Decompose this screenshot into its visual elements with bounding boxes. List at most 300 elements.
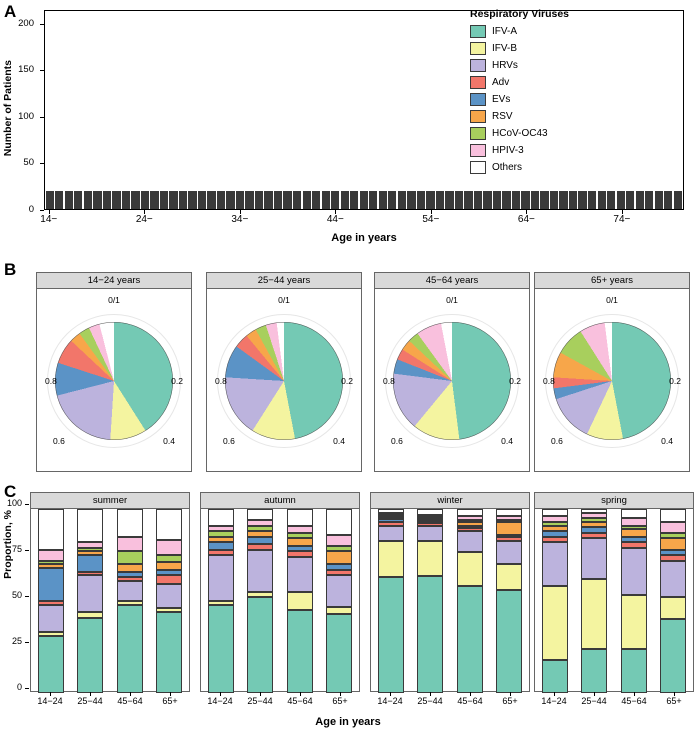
panel-a-bar (245, 191, 253, 209)
panel-a-bar-segment (655, 207, 663, 209)
legend-swatch-icon (470, 110, 486, 123)
panel-c-facet (534, 492, 694, 692)
panel-a-y-tick (40, 210, 44, 211)
panel-c-facet (30, 492, 190, 692)
panel-c-plot-area (31, 509, 189, 693)
panel-a-bar-segment (598, 207, 606, 209)
panel-a-bar-segment (360, 207, 368, 209)
panel-a-bar-segment (312, 207, 320, 209)
panel-a-bar-segment (512, 207, 520, 209)
panel-c-bar (287, 509, 313, 693)
legend-swatch-icon (470, 93, 486, 106)
panel-c-y-tick (25, 596, 29, 597)
panel-c-x-tick (510, 692, 511, 696)
panel-a-bar-segment (636, 207, 644, 209)
panel-a-bar-segment (379, 207, 387, 209)
panel-a-bar-segment (179, 207, 187, 209)
panel-b-letter: B (4, 260, 17, 279)
panel-a-bar-segment (388, 207, 396, 209)
panel-c-bar-segment (208, 605, 234, 693)
legend-swatch-icon (470, 76, 486, 89)
panel-a-bar-segment (226, 207, 234, 209)
pie-axis-label: 0.2 (509, 375, 521, 386)
legend-label: Adv (492, 77, 510, 88)
panel-c-bar-segment (496, 509, 522, 516)
panel-a-bar-segment (55, 207, 63, 209)
panel-c-facet-title: autumn (201, 493, 359, 509)
panel-c-bar-segment (247, 537, 273, 544)
panel-c-bar-segment (457, 509, 483, 516)
panel-a-bar (540, 191, 548, 209)
panel-c-bar-segment (326, 509, 352, 535)
legend-label: HPIV-3 (492, 145, 524, 156)
panel-a-bar-segment (578, 207, 586, 209)
panel-c-bar-segment (117, 551, 143, 564)
panel-a-bar-segment (188, 207, 196, 209)
panel-a-bar (65, 191, 73, 209)
panel-a-x-tick-label: 74− (613, 214, 631, 225)
panel-a-bar (521, 191, 529, 209)
panel-c-bar-segment (77, 555, 103, 572)
panel-b-facet-title: 65+ years (535, 273, 689, 289)
panel-a-bar-segment (93, 207, 101, 209)
panel-a-bar-segment (207, 207, 215, 209)
panel-c-x-tick (220, 692, 221, 696)
panel-c-bar-segment (208, 542, 234, 549)
panel-c-x-tick (554, 692, 555, 696)
panel-c-bar-segment (117, 564, 143, 571)
panel-a-bar-segment (607, 207, 615, 209)
panel-c-bar (621, 509, 647, 693)
panel-a-letter: A (4, 2, 17, 21)
legend-item (470, 40, 685, 57)
panel-c-bar (542, 509, 568, 693)
panel-c-y-tick-label: 75 (11, 544, 22, 554)
legend-item (470, 74, 685, 91)
panel-c-bar-segment (660, 561, 686, 598)
panel-a-bar-segment (502, 207, 510, 209)
panel-b-facet-title: 25−44 years (207, 273, 361, 289)
panel-c-bar-segment (621, 548, 647, 596)
panel-a-bar-segment (264, 207, 272, 209)
panel-c-bar-segment (457, 531, 483, 551)
panel-a-bar-segment (436, 207, 444, 209)
panel-a-bar (512, 191, 520, 209)
panel-a-bar (264, 191, 272, 209)
panel-b-facet (206, 272, 362, 472)
panel-c-x-tick (340, 692, 341, 696)
panel-c-bar-segment (417, 541, 443, 576)
panel-a-bar (283, 191, 291, 209)
panel-c-bar-segment (287, 526, 313, 533)
panel-c-bar-segment (660, 619, 686, 693)
panel-c-x-tick-label: 45−64 (457, 696, 483, 706)
panel-a-y-tick-label: 200 (18, 17, 34, 29)
panel-a-bar-segment (46, 207, 54, 209)
legend-label: RSV (492, 111, 513, 122)
panel-a-bar (122, 191, 130, 209)
legend-label: IFV-A (492, 26, 518, 37)
pie-axis-label: 0.2 (171, 375, 183, 386)
pie-axis-label: 0/1 (446, 295, 458, 305)
panel-c-bar (326, 509, 352, 693)
panel-a (0, 0, 696, 258)
panel-c-bar-segment (581, 579, 607, 649)
panel-a-bar (407, 191, 415, 209)
panel-c-bar (156, 509, 182, 693)
panel-a-bar (455, 191, 463, 209)
panel-a-x-tick-label: 14− (40, 214, 58, 225)
panel-c-bar (77, 509, 103, 693)
panel-a-x-tick-label: 44− (326, 214, 344, 225)
panel-b-pie (553, 322, 671, 440)
panel-c-bar-segment (496, 541, 522, 565)
panel-a-bar (645, 191, 653, 209)
panel-a-bar (141, 191, 149, 209)
panel-a-bar-segment (198, 207, 206, 209)
panel-c-bar-segment (156, 555, 182, 562)
panel-c-bar-segment (621, 649, 647, 693)
panel-c-bar-segment (156, 612, 182, 693)
panel-a-bar (388, 191, 396, 209)
panel-c-bar-segment (156, 575, 182, 584)
panel-c-x-tick-label: 65+ (666, 696, 682, 706)
panel-c-bar-segment (417, 576, 443, 693)
panel-a-bar (188, 191, 196, 209)
panel-c-bar (581, 509, 607, 693)
panel-a-bar (293, 191, 301, 209)
panel-a-bar (531, 191, 539, 209)
panel-a-bar-segment (540, 207, 548, 209)
legend-item (470, 159, 685, 176)
panel-c-bars (371, 509, 529, 693)
panel-a-bar (664, 191, 672, 209)
panel-b-pie (225, 322, 343, 440)
pie-axis-label: 0.6 (223, 436, 235, 446)
panel-c-bars (201, 509, 359, 693)
panel-a-bar-segment (474, 207, 482, 209)
legend-item (470, 57, 685, 74)
panel-c-bar-segment (208, 509, 234, 526)
panel-b-pie-wrap (535, 289, 689, 472)
panel-a-bar-segment (674, 207, 682, 209)
panel-c-x-tick (300, 692, 301, 696)
pie-axis-label: 0/1 (108, 295, 120, 305)
panel-a-y-tick-label: 150 (18, 64, 34, 76)
panel-c-bar-segment (117, 581, 143, 601)
panel-c-bar-segment (542, 586, 568, 660)
panel-c-bar-segment (77, 575, 103, 612)
pie-axis-label: 0.8 (383, 375, 395, 386)
panel-c-x-tick (260, 692, 261, 696)
pie-axis-label: 0.2 (669, 375, 681, 386)
panel-c-x-tick-label: 14−24 (377, 696, 403, 706)
panel-a-bar (207, 191, 215, 209)
panel-a-bar (179, 191, 187, 209)
panel-a-bar-segment (283, 207, 291, 209)
panel-a-bar (74, 191, 82, 209)
panel-c (0, 480, 696, 729)
panel-a-bar (103, 191, 111, 209)
panel-a-x-tick-label: 34− (231, 214, 249, 225)
panel-a-bar (436, 191, 444, 209)
panel-a-bar-segment (645, 207, 653, 209)
legend-swatch-icon (470, 59, 486, 72)
panel-b-pie (55, 322, 173, 440)
panel-a-bar-segment (407, 207, 415, 209)
panel-c-plot-area (535, 509, 693, 693)
panel-a-bar (550, 191, 558, 209)
panel-a-bar-segment (369, 207, 377, 209)
panel-a-bar (493, 191, 501, 209)
panel-c-bar-segment (38, 605, 64, 633)
panel-a-bar (617, 191, 625, 209)
panel-a-bar-segment (521, 207, 529, 209)
panel-b (0, 258, 696, 480)
panel-c-bar-segment (496, 590, 522, 693)
panel-a-bar (398, 191, 406, 209)
legend-item (470, 91, 685, 108)
panel-a-bar-segment (112, 207, 120, 209)
panel-c-bar-segment (38, 568, 64, 601)
panel-a-y-tick-label: 100 (18, 110, 34, 122)
panel-a-bar-segment (398, 207, 406, 209)
panel-c-x-tick (170, 692, 171, 696)
panel-a-bar-segment (350, 207, 358, 209)
panel-a-bar (93, 191, 101, 209)
panel-a-bar (636, 191, 644, 209)
panel-a-bar-segment (569, 207, 577, 209)
panel-c-x-tick-label: 14−24 (37, 696, 63, 706)
panel-c-x-tick-label: 65+ (332, 696, 348, 706)
panel-c-x-tick (674, 692, 675, 696)
panel-c-bar (457, 509, 483, 693)
panel-a-bar (160, 191, 168, 209)
panel-c-bar-segment (326, 551, 352, 564)
panel-c-facet-title: spring (535, 493, 693, 509)
panel-c-bar-segment (77, 509, 103, 542)
panel-a-bar (226, 191, 234, 209)
legend-swatch-icon (470, 42, 486, 55)
panel-c-bar-segment (581, 538, 607, 578)
panel-a-bar-segment (426, 207, 434, 209)
panel-b-facet-title: 45−64 years (375, 273, 529, 289)
legend-item (470, 142, 685, 159)
panel-b-facet-title: 14−24 years (37, 273, 191, 289)
panel-c-x-tick-label: 65+ (502, 696, 518, 706)
panel-a-bar-segment (150, 207, 158, 209)
panel-c-facet-title: winter (371, 493, 529, 509)
panel-b-facet (36, 272, 192, 472)
panel-a-bar (474, 191, 482, 209)
panel-b-pie-wrap (207, 289, 361, 472)
panel-a-bar-segment (74, 207, 82, 209)
panel-a-bar (417, 191, 425, 209)
panel-a-bar (55, 191, 63, 209)
panel-c-x-tick (50, 692, 51, 696)
panel-a-x-tick-label: 54− (422, 214, 440, 225)
panel-a-bar-segment (559, 207, 567, 209)
panel-c-x-axis-label: Age in years (315, 716, 381, 728)
panel-c-bar-segment (542, 509, 568, 516)
panel-a-bar (46, 191, 54, 209)
panel-c-bar-segment (581, 649, 607, 693)
panel-c-bar-segment (247, 597, 273, 693)
pie-axis-label: 0.4 (333, 436, 345, 446)
panel-c-x-tick (130, 692, 131, 696)
panel-c-x-tick-label: 14−24 (541, 696, 567, 706)
legend-label: HCoV-OC43 (492, 128, 548, 139)
panel-c-bar-segment (378, 526, 404, 541)
panel-a-bar (312, 191, 320, 209)
panel-a-bar (588, 191, 596, 209)
panel-a-bar (341, 191, 349, 209)
panel-a-bar (198, 191, 206, 209)
panel-c-bar-segment (326, 575, 352, 606)
panel-c-bar-segment (621, 509, 647, 518)
panel-c-bar-segment (247, 509, 273, 520)
panel-c-plot-area (371, 509, 529, 693)
panel-a-bar (169, 191, 177, 209)
pie-axis-label: 0.8 (543, 375, 555, 386)
panel-a-bar-segment (103, 207, 111, 209)
panel-a-bar-segment (626, 207, 634, 209)
panel-a-x-axis-label: Age in years (331, 232, 397, 244)
panel-c-bar-segment (496, 522, 522, 535)
panel-a-bar-segment (236, 207, 244, 209)
panel-a-bar-segment (445, 207, 453, 209)
panel-a-bar-segment (255, 207, 263, 209)
panel-c-bar-segment (287, 592, 313, 610)
legend-label: EVs (492, 94, 511, 105)
panel-a-x-tick-label: 64− (517, 214, 535, 225)
panel-c-bar-segment (457, 586, 483, 693)
panel-c-y-tick-label: 50 (11, 590, 22, 600)
panel-c-bar-segment (287, 557, 313, 592)
panel-a-bar (578, 191, 586, 209)
panel-a-bar-segment (417, 207, 425, 209)
panel-a-bar (464, 191, 472, 209)
legend-swatch-icon (470, 25, 486, 38)
panel-c-y-axis-label: Proportion, % (2, 510, 14, 579)
panel-a-bar (379, 191, 387, 209)
panel-c-plot-area (201, 509, 359, 693)
panel-c-bar-segment (542, 542, 568, 586)
panel-c-y-tick (25, 550, 29, 551)
panel-a-bar (112, 191, 120, 209)
panel-a-bar (274, 191, 282, 209)
panel-c-bar-segment (660, 597, 686, 619)
panel-c-bar (417, 509, 443, 693)
panel-c-x-tick (594, 692, 595, 696)
panel-a-bar-segment (493, 207, 501, 209)
panel-c-bar-segment (496, 564, 522, 590)
pie-axis-label: 0.4 (501, 436, 513, 446)
panel-a-bar-segment (464, 207, 472, 209)
panel-a-bar (350, 191, 358, 209)
panel-a-bar (322, 191, 330, 209)
panel-a-bar (131, 191, 139, 209)
legend (470, 8, 685, 176)
legend-items (470, 23, 685, 176)
panel-a-bar (150, 191, 158, 209)
panel-c-bar-segment (117, 605, 143, 693)
panel-c-bar-segment (156, 584, 182, 608)
panel-a-bar (236, 191, 244, 209)
panel-a-y-tick (40, 24, 44, 25)
panel-a-y-axis-label: Number of Patients (2, 60, 14, 157)
panel-c-bar-segment (378, 577, 404, 693)
panel-c-facet-title: summer (31, 493, 189, 509)
panel-a-bar (369, 191, 377, 209)
panel-c-bar-segment (621, 529, 647, 536)
panel-a-bar-segment (245, 207, 253, 209)
pie-axis-label: 0/1 (606, 295, 618, 305)
panel-c-bar-segment (287, 509, 313, 526)
panel-c-bar-segment (326, 535, 352, 546)
panel-a-bar-segment (65, 207, 73, 209)
panel-c-bar-segment (287, 610, 313, 693)
panel-a-bar (598, 191, 606, 209)
panel-c-bar-segment (77, 618, 103, 693)
panel-c-bar-segment (38, 509, 64, 549)
pie-axis-label: 0/1 (278, 295, 290, 305)
panel-c-bar-segment (660, 538, 686, 549)
panel-c-y-tick-label: 100 (6, 498, 22, 508)
panel-c-x-tick-label: 25−44 (417, 696, 443, 706)
panel-c-x-tick (90, 692, 91, 696)
panel-b-facet (374, 272, 530, 472)
panel-c-bar-segment (208, 555, 234, 601)
panel-c-x-tick-label: 14−24 (207, 696, 233, 706)
panel-a-bar (655, 191, 663, 209)
panel-c-bar-segment (38, 550, 64, 561)
panel-c-bars (31, 509, 189, 693)
panel-a-bar (360, 191, 368, 209)
panel-a-bar-segment (303, 207, 311, 209)
panel-a-y-tick-label: 0 (28, 204, 34, 215)
panel-c-x-tick-label: 45−64 (287, 696, 313, 706)
panel-c-y-tick (25, 688, 29, 689)
panel-a-bar-segment (455, 207, 463, 209)
panel-c-bar-segment (457, 552, 483, 587)
panel-a-bar (483, 191, 491, 209)
panel-c-bar (247, 509, 273, 693)
legend-swatch-icon (470, 127, 486, 140)
pie-axis-label: 0.4 (661, 436, 673, 446)
pie-axis-label: 0.8 (45, 375, 57, 386)
panel-a-bar (569, 191, 577, 209)
panel-a-y-tick-label: 50 (23, 157, 34, 169)
panel-a-x-tick-label: 24− (135, 214, 153, 225)
panel-c-bar-segment (156, 540, 182, 555)
panel-c-bar-segment (117, 509, 143, 537)
panel-c-bars (535, 509, 693, 693)
panel-c-bar-segment (156, 562, 182, 569)
panel-a-bar (626, 191, 634, 209)
panel-b-pie-wrap (375, 289, 529, 472)
panel-c-bar-segment (417, 526, 443, 541)
legend-label: HRVs (492, 60, 518, 71)
panel-c-bar-segment (660, 509, 686, 522)
panel-c-x-tick-label: 25−44 (247, 696, 273, 706)
panel-c-bar (38, 509, 64, 693)
panel-c-facet (200, 492, 360, 692)
panel-b-pie-wrap (37, 289, 191, 472)
panel-a-y-tick (40, 163, 44, 164)
panel-c-bar (496, 509, 522, 693)
pie-axis-label: 0.2 (341, 375, 353, 386)
